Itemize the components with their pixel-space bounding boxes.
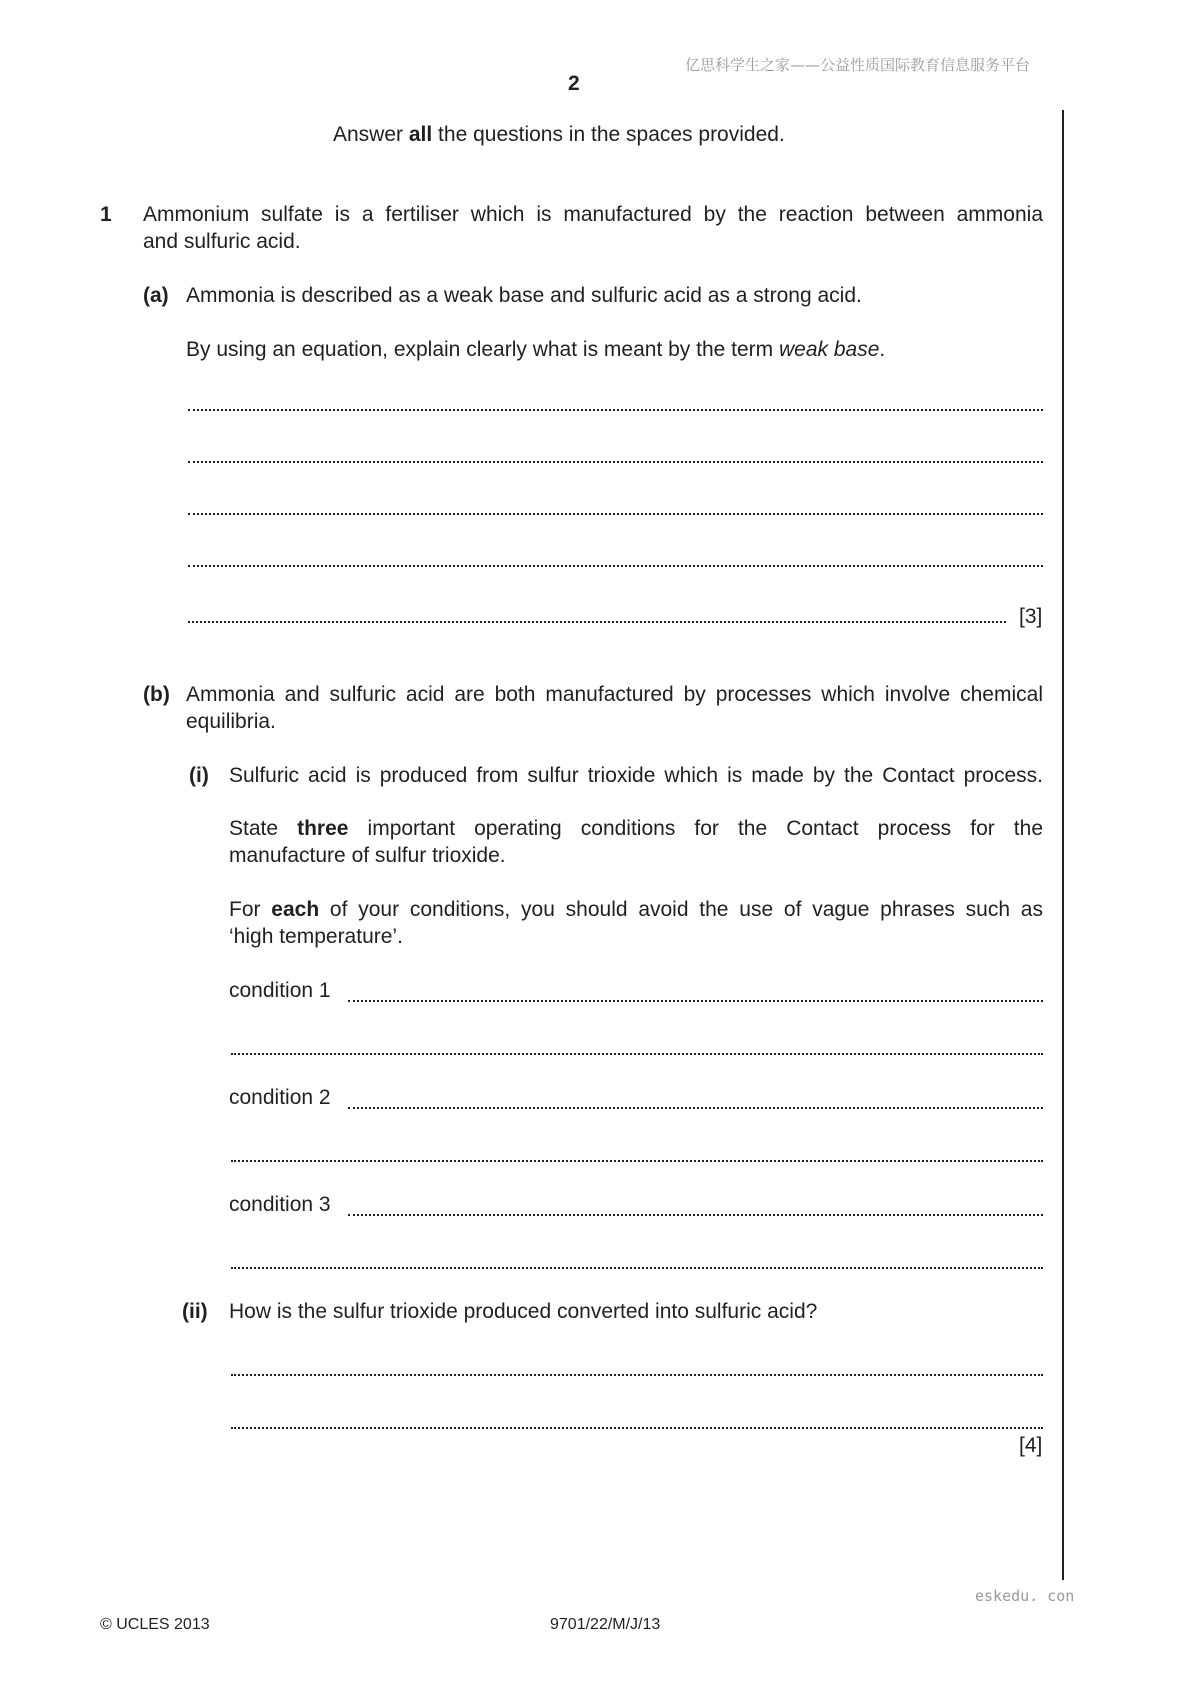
condition-1-line-2[interactable] (231, 1053, 1043, 1055)
answer-line[interactable] (188, 409, 1043, 411)
state-post: important operating conditions for the Contact process for the (348, 817, 1044, 840)
footer-paper-code: 9701/22/M/J/13 (550, 1616, 661, 1633)
answer-line[interactable] (231, 1374, 1043, 1376)
instructions-post: the questions in the spaces provided. (432, 123, 785, 146)
condition-2-line[interactable] (348, 1107, 1043, 1109)
condition-2-line-2[interactable] (231, 1160, 1043, 1162)
part-b-text-line1: Ammonia and sulfuric acid are both manufactured by processes which involve chemical (186, 683, 1043, 706)
condition-1-label: condition 1 (229, 979, 331, 1002)
part-b-i-label: (i) (189, 764, 209, 787)
question-1-number: 1 (100, 203, 112, 226)
question-1-intro-line1: Ammonium sulfate is a fertiliser which is manufactured by the reaction between ammonia (143, 203, 1043, 226)
answer-line[interactable] (188, 621, 1006, 623)
part-b-ii-text: How is the sulfur trioxide produced converted into sulfuric acid? (229, 1300, 818, 1323)
part-b-i-state-line2: manufacture of sulfur trioxide. (229, 844, 506, 867)
part-b-ii-label: (ii) (182, 1300, 208, 1323)
state-pre: State (229, 817, 298, 840)
page-number: 2 (568, 72, 580, 95)
condition-1-line[interactable] (348, 1000, 1043, 1002)
condition-3-label: condition 3 (229, 1193, 331, 1216)
part-b-i-each-line2: ‘high temperature’. (229, 925, 403, 948)
answer-line[interactable] (188, 513, 1043, 515)
condition-3-line[interactable] (348, 1214, 1043, 1216)
part-b-label: (b) (143, 683, 170, 706)
footer-copyright: © UCLES 2013 (100, 1616, 210, 1633)
question-1-intro-line2: and sulfuric acid. (143, 230, 301, 253)
part-a-prompt-term: weak base (778, 338, 880, 361)
part-a-marks: [3] (1019, 605, 1043, 628)
state-bold: three (297, 817, 349, 840)
margin-rule (1062, 110, 1064, 1580)
condition-3-line-2[interactable] (231, 1267, 1043, 1269)
answer-line[interactable] (231, 1427, 1043, 1429)
instructions (333, 121, 785, 148)
answer-line[interactable] (188, 461, 1043, 463)
instructions-bold: all (408, 123, 433, 146)
part-a-label: (a) (143, 284, 169, 307)
condition-2-label: condition 2 (229, 1086, 331, 1109)
part-b-text-line2: equilibria. (186, 710, 276, 733)
part-a-prompt (186, 336, 885, 363)
part-a-prompt-pre: By using an equation, explain clearly what is meant by the term (186, 338, 779, 361)
each-bold: each (271, 898, 320, 921)
part-b-i-each-line1 (229, 896, 1043, 923)
part-b-marks: [4] (1019, 1434, 1043, 1457)
each-pre: For (229, 898, 272, 921)
answer-line[interactable] (188, 565, 1043, 567)
instructions-pre: Answer (333, 123, 409, 146)
part-b-i-state-line1 (229, 815, 1043, 842)
part-a-prompt-post: . (879, 338, 886, 361)
part-a-text: Ammonia is described as a weak base and sulfuric acid as a strong acid. (186, 284, 862, 307)
header-watermark: 亿思科学生之家——公益性质国际教育信息服务平台 (685, 56, 1031, 74)
each-post: of your conditions, you should avoid the use of vague phrases such as (319, 898, 1043, 921)
footer-site-mark: eskedu. con (975, 1587, 1075, 1605)
part-b-i-text: Sulfuric acid is produced from sulfur trioxide which is made by the Contact process. (229, 764, 1043, 787)
